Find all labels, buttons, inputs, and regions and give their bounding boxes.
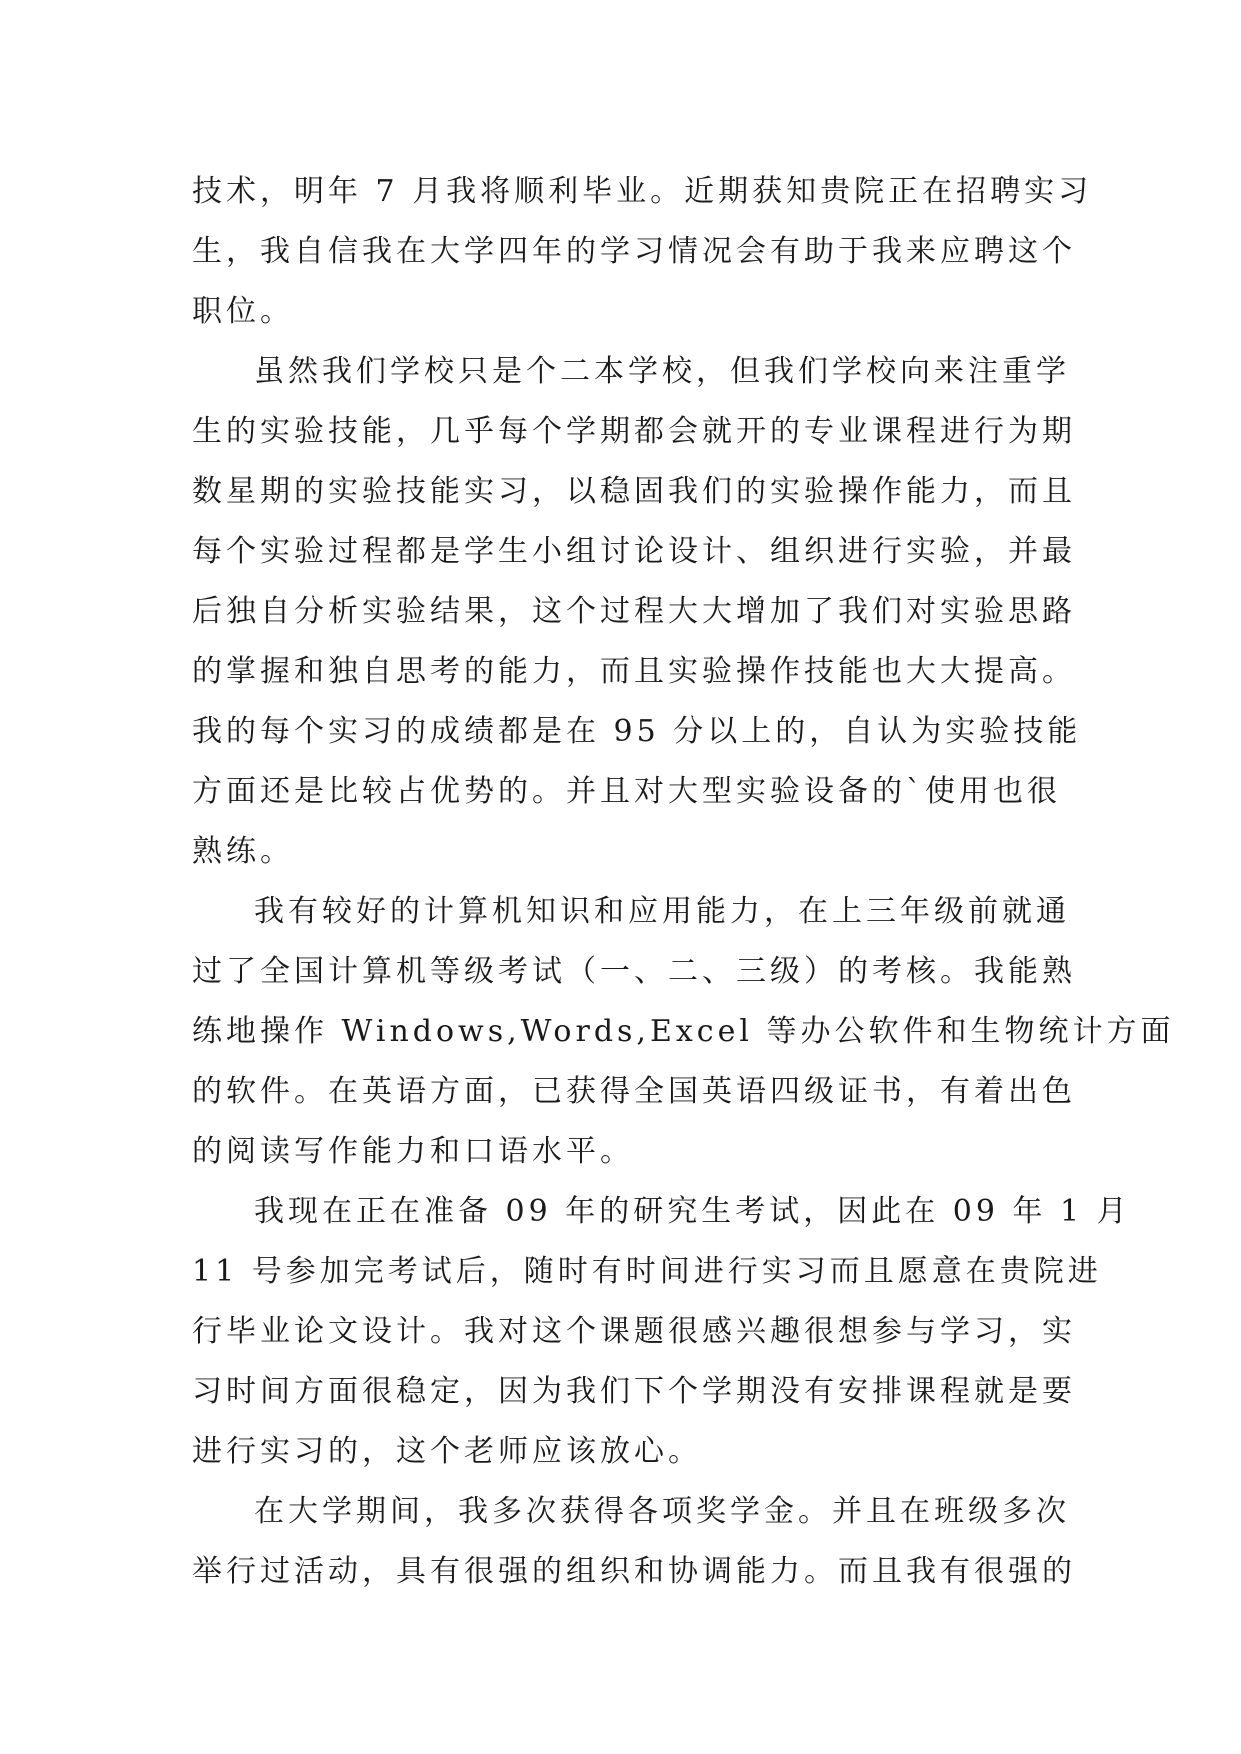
text-line: 在大学期间，我多次获得各项奖学金。并且在班级多次 bbox=[254, 1494, 1070, 1529]
text-line: 我有较好的计算机知识和应用能力，在上三年级前就通 bbox=[254, 894, 1070, 929]
text-line: 过了全国计算机等级考试（一、二、三级）的考核。我能熟 bbox=[192, 954, 1076, 989]
text-line: 练地操作 Windows,Words,Excel 等办公软件和生物统计方面 bbox=[192, 1014, 1175, 1049]
text-line: 的掌握和独自思考的能力，而且实验操作技能也大大提高。 bbox=[192, 654, 1076, 689]
text-line: 习时间方面很稳定，因为我们下个学期没有安排课程就是要 bbox=[192, 1374, 1076, 1409]
text-line: 生，我自信我在大学四年的学习情况会有助于我来应聘这个 bbox=[192, 234, 1076, 269]
text-line: 方面还是比较占优势的。并且对大型实验设备的`使用也很 bbox=[192, 774, 1061, 809]
text-line: 我现在正在准备 09 年的研究生考试，因此在 09 年 1 月 bbox=[254, 1194, 1131, 1229]
text-line: 我的每个实习的成绩都是在 95 分以上的，自认为实验技能 bbox=[192, 714, 1082, 749]
text-line: 虽然我们学校只是个二本学校，但我们学校向来注重学 bbox=[254, 354, 1070, 389]
text-line: 的阅读写作能力和口语水平。 bbox=[192, 1134, 634, 1169]
text-line: 数星期的实验技能实习，以稳固我们的实验操作能力，而且 bbox=[192, 474, 1076, 509]
text-line: 进行实习的，这个老师应该放心。 bbox=[192, 1434, 702, 1469]
text-line: 生的实验技能，几乎每个学期都会就开的专业课程进行为期 bbox=[192, 414, 1076, 449]
text-line: 技术，明年 7 月我将顺利毕业。近期获知贵院正在招聘实习 bbox=[192, 174, 1093, 209]
text-line: 每个实验过程都是学生小组讨论设计、组织进行实验，并最 bbox=[192, 534, 1076, 569]
text-line: 熟练。 bbox=[192, 834, 294, 869]
text-line: 举行过活动，具有很强的组织和协调能力。而且我有很强的 bbox=[192, 1554, 1076, 1589]
paragraph bbox=[192, 162, 1093, 342]
document-body bbox=[192, 162, 1175, 1602]
text-line: 职位。 bbox=[192, 294, 294, 329]
paragraph bbox=[192, 882, 1175, 1182]
text-line: 后独自分析实验结果，这个过程大大增加了我们对实验思路 bbox=[192, 594, 1076, 629]
text-line: 的软件。在英语方面，已获得全国英语四级证书，有着出色 bbox=[192, 1074, 1076, 1109]
text-line: 行毕业论文设计。我对这个课题很感兴趣很想参与学习，实 bbox=[192, 1314, 1076, 1349]
paragraph bbox=[192, 1182, 1131, 1482]
text-line: 11 号参加完考试后，随时有时间进行实习而且愿意在贵院进 bbox=[192, 1254, 1102, 1289]
paragraph bbox=[192, 1482, 1076, 1602]
paragraph bbox=[192, 342, 1082, 882]
